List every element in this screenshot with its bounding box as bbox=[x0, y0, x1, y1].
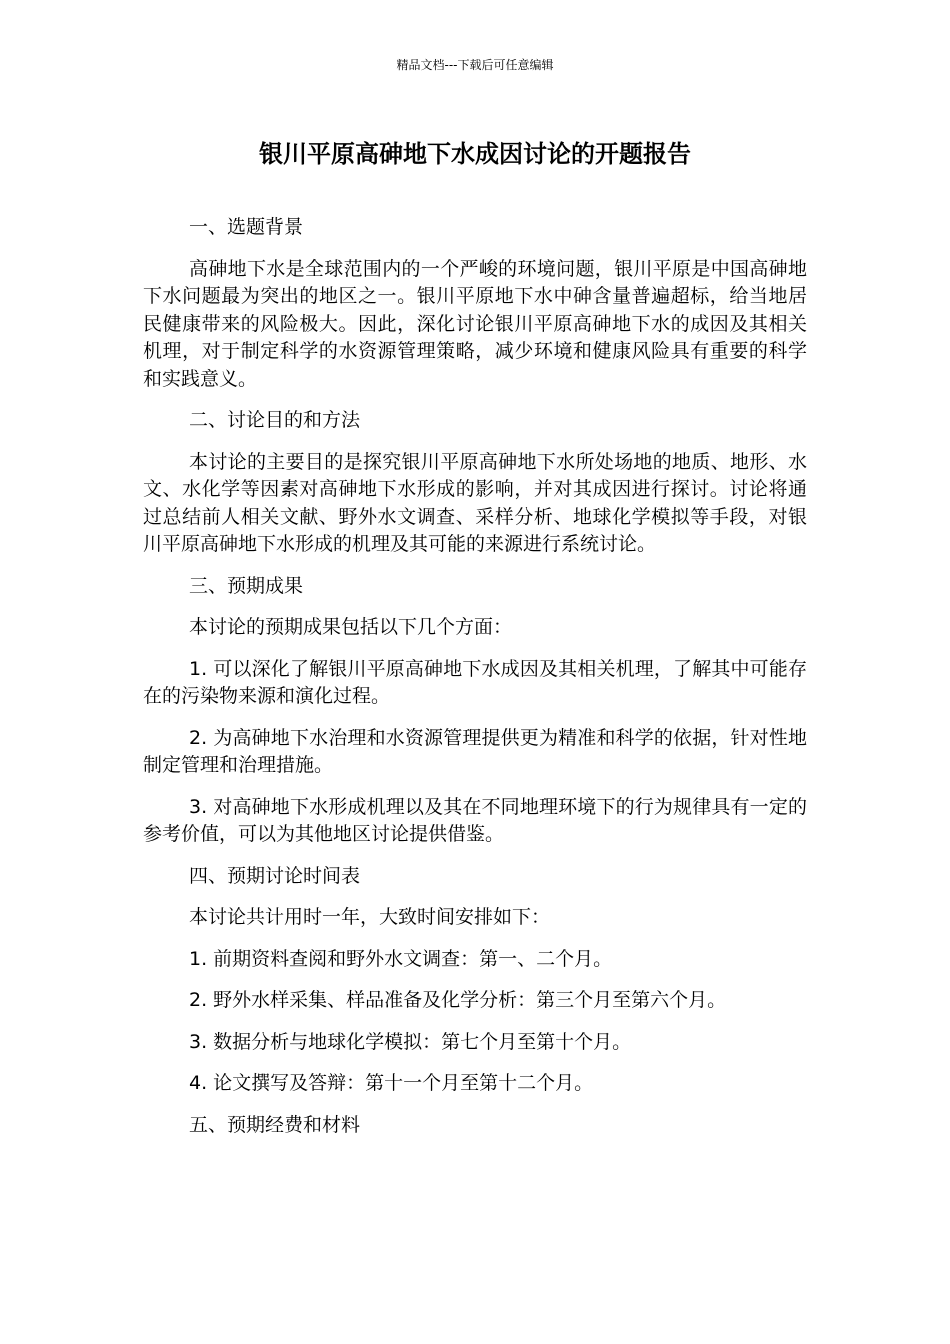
document-body bbox=[143, 214, 807, 1153]
section-heading-purpose-methods: 二、讨论目的和方法 bbox=[189, 409, 361, 431]
paragraph-background: 高砷地下水是全球范围内的一个严峻的环境问题，银川平原是中国高砷地下水问题最为突出的地区之一。银川平原地下水中砷含量普遍超标，给当地居民健康带来的风险极大。因此，深化讨论银川平原高砷地下水的成因及其相关机理，对于制定科学的水资源管理策略，减少环境和健康风险具有重要的科学和实践意义。 bbox=[143, 257, 807, 390]
paragraph-purpose-methods: 本讨论的主要目的是探究银川平原高砷地下水所处场地的地质、地形、水文、水化学等因素对高砷地下水形成的影响，并对其成因进行探讨。讨论将通过总结前人相关文献、野外水文调查、采样分析、地球化学模拟等手段，对银川平原高砷地下水形成的机理及其可能的来源进行系统讨论。 bbox=[143, 450, 807, 555]
paragraph-expected-results-intro: 本讨论的预期成果包括以下几个方面： bbox=[189, 616, 513, 638]
page-header: 精品文档---下载后可任意编辑 bbox=[396, 58, 554, 72]
list-item-schedule-2: 2. 野外水样采集、样品准备及化学分析：第三个月至第六个月。 bbox=[189, 989, 727, 1011]
list-item-schedule-3: 3. 数据分析与地球化学模拟：第七个月至第十个月。 bbox=[189, 1030, 632, 1053]
list-item-result-3: 3. 对高砷地下水形成机理以及其在不同地理环境下的行为规律具有一定的参考价值，可以为其他地区讨论提供借鉴。 bbox=[143, 795, 807, 845]
section-heading-budget-materials: 五、预期经费和材料 bbox=[189, 1113, 361, 1136]
paragraph-schedule-intro: 本讨论共计用时一年，大致时间安排如下： bbox=[189, 906, 551, 928]
list-item-result-2: 2. 为高砷地下水治理和水资源管理提供更为精准和科学的依据，针对性地制定管理和治理措施。 bbox=[143, 726, 807, 776]
document-title: 银川平原高砷地下水成因讨论的开题报告 bbox=[259, 140, 691, 168]
list-item-result-1: 1. 可以深化了解银川平原高砷地下水成因及其相关机理，了解其中可能存在的污染物来源和演化过程。 bbox=[143, 657, 807, 707]
section-heading-schedule: 四、预期讨论时间表 bbox=[189, 864, 361, 887]
section-heading-expected-results: 三、预期成果 bbox=[189, 574, 304, 597]
list-item-schedule-4: 4. 论文撰写及答辩：第十一个月至第十二个月。 bbox=[189, 1072, 594, 1094]
section-heading-background: 一、选题背景 bbox=[189, 216, 304, 238]
list-item-schedule-1: 1. 前期资料查阅和野外水文调查：第一、二个月。 bbox=[189, 947, 613, 970]
